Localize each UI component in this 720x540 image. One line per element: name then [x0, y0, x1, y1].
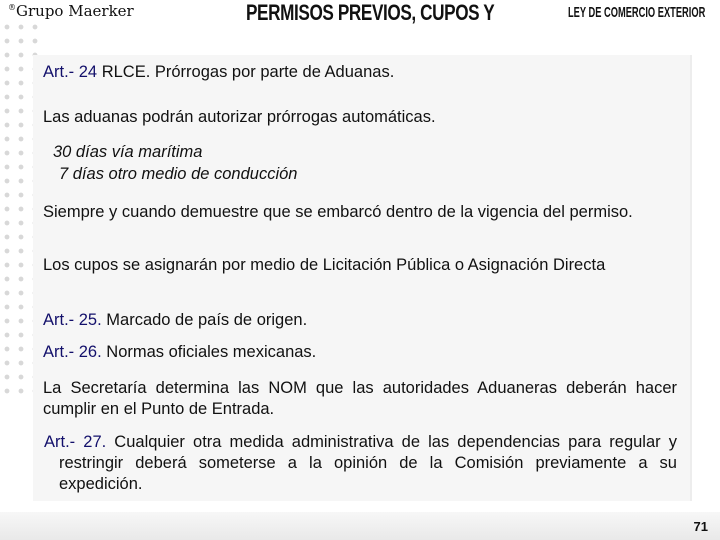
article-24-title: RLCE. Prórrogas por parte de Aduanas. — [97, 63, 395, 81]
article-27-text: Cualquier otra medida administrativa de las dependencias para regular y restringir deberá someterse a la opinión de la Comisión previamente a su expedición. — [59, 433, 677, 493]
article-24-heading — [43, 62, 673, 83]
list-item-maritima: 30 días vía marítima — [53, 143, 203, 161]
article-27-number: Art.- 27. — [44, 433, 107, 451]
paragraph-nom: La Secretaría determina las NOM que las autoridades Aduaneras deberán hacer cumplir en el Punto de Entrada. — [43, 379, 677, 418]
paragraph-cupos: Los cupos se asignarán por medio de Licitación Pública o Asignación Directa — [43, 256, 606, 274]
header-title: PERMISOS PREVIOS, CUPOS Y — [246, 0, 495, 25]
page-number: 71 — [693, 519, 708, 534]
article-25-heading — [43, 310, 673, 331]
article-26-title: Normas oficiales mexicanas. — [101, 343, 317, 361]
brand-name: Grupo Maerker — [16, 2, 134, 20]
article-24-number: Art.- 24 — [43, 63, 98, 81]
paragraph-prorrogas: Las aduanas podrán autorizar prórrogas automáticas. — [43, 108, 436, 126]
article-27-paragraph — [44, 432, 677, 495]
brand-label — [8, 2, 134, 20]
article-25-title: Marcado de país de origen. — [101, 311, 308, 329]
article-26-number: Art.- 26. — [43, 343, 102, 361]
header-law-label: LEY DE COMERCIO EXTERIOR — [568, 4, 706, 21]
article-25-number: Art.- 25. — [43, 311, 102, 329]
paragraph-vigencia: Siempre y cuando demuestre que se embarcó dentro de la vigencia del permiso. — [43, 203, 633, 221]
registered-mark: ® — [8, 3, 16, 12]
article-26-heading — [43, 342, 673, 363]
footer-bar — [0, 512, 720, 540]
list-item-otro-medio: 7 días otro medio de conducción — [59, 165, 298, 183]
